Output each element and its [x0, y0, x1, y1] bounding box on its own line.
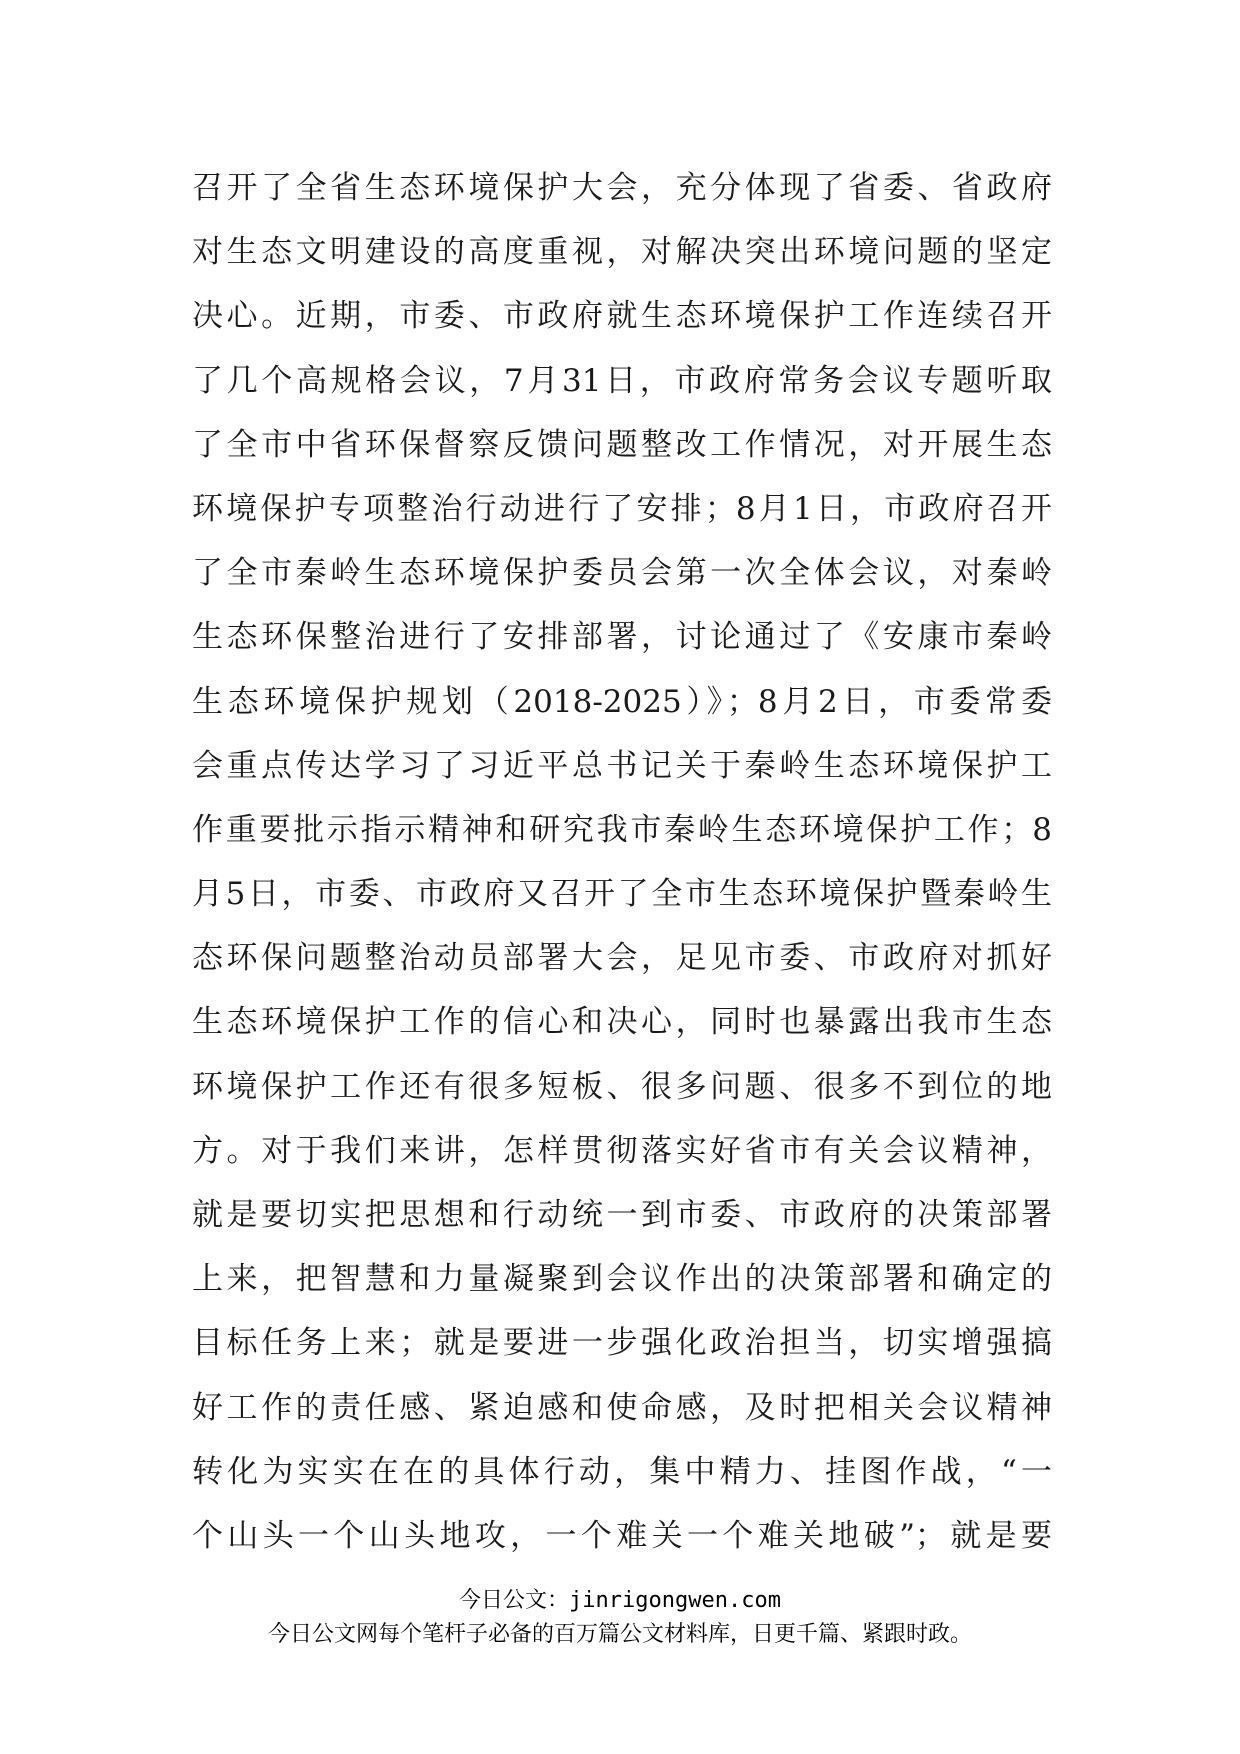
text-line: 会重点传达学习了习近平总书记关于秦岭生态环境保护工 [192, 747, 1052, 784]
text-line: 目标任务上来；就是要进一步强化政治担当，切实增强搞 [192, 1325, 1052, 1362]
footer-site-line [0, 1586, 1240, 1616]
text-line: 了全市中省环保督察反馈问题整改工作情况，对开展生态 [192, 426, 1052, 463]
text-line: 环境保护工作还有很多短板、很多问题、很多不到位的地 [192, 1068, 1052, 1105]
text-line: 转化为实实在在的具体行动，集中精力、挂图作战，“一 [192, 1453, 1052, 1490]
text-line: 个山头一个山头地攻，一个难关一个难关地破”；就是要 [192, 1517, 1052, 1554]
text-line: 生态环境保护工作的信心和决心，同时也暴露出我市生态 [192, 1004, 1052, 1041]
text-line: 态环保问题整治动员部署大会，足见市委、市政府对抓好 [192, 940, 1052, 977]
text-line: 作重要批示指示精神和研究我市秦岭生态环境保护工作；8 [192, 811, 1052, 848]
text-line: 生态环保整治进行了安排部署，讨论通过了《安康市秦岭 [192, 619, 1052, 656]
text-line: 好工作的责任感、紧迫感和使命感，及时把相关会议精神 [192, 1389, 1052, 1426]
text-line: 决心。近期，市委、市政府就生态环境保护工作连续召开 [192, 298, 1052, 335]
text-line: 方。对于我们来讲，怎样贯彻落实好省市有关会议精神， [192, 1132, 1052, 1169]
text-line: 了全市秦岭生态环境保护委员会第一次全体会议，对秦岭 [192, 555, 1052, 592]
footer-site-url[interactable]: jinrigongwen.com [569, 1588, 781, 1613]
footer-site-label: 今日公文： [459, 1588, 570, 1613]
text-line: 月5日，市委、市政府又召开了全市生态环境保护暨秦岭生 [192, 876, 1052, 913]
text-line: 上来，把智慧和力量凝聚到会议作出的决策部署和确定的 [192, 1261, 1052, 1298]
footer-slogan: 今日公文网每个笔杆子必备的百万篇公文材料库，日更千篇、紧跟时政。 [267, 1622, 972, 1647]
text-line: 召开了全省生态环境保护大会，充分体现了省委、省政府 [192, 170, 1052, 206]
text-line: 对生态文明建设的高度重视，对解决突出环境问题的坚定 [192, 234, 1052, 271]
text-line: 了几个高规格会议，7月31日，市政府常务会议专题听取 [192, 362, 1052, 399]
text-line: 生态环境保护规划（2018-2025）》；8月2日，市委常委 [192, 683, 1052, 720]
text-line: 就是要切实把思想和行动统一到市委、市政府的决策部署 [192, 1197, 1052, 1233]
body-text [192, 156, 1052, 1568]
text-line: 环境保护专项整治行动进行了安排；8月1日，市政府召开 [192, 490, 1052, 527]
